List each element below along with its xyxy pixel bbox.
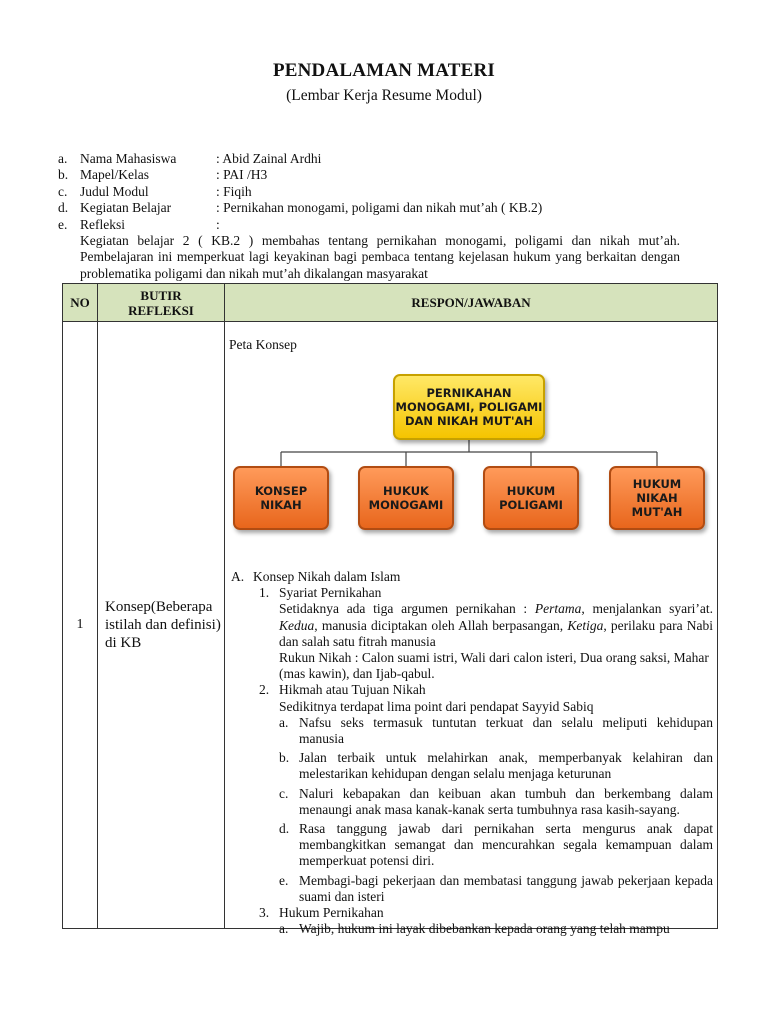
text-run: , manusia diciptakan oleh Allah berpasangan, xyxy=(314,617,568,633)
page-subtitle: (Lembar Kerja Resume Modul) xyxy=(286,87,482,104)
student-info xyxy=(58,151,688,233)
list-marker: c. xyxy=(279,785,289,801)
info-letter: a. xyxy=(58,151,68,166)
subsection-1-heading xyxy=(231,585,713,601)
list-item xyxy=(231,921,713,937)
list-item xyxy=(231,821,713,870)
info-row-judul xyxy=(58,184,688,200)
header-respon: RESPON/JAWABAN xyxy=(411,295,531,310)
subsection-3-heading xyxy=(231,905,713,921)
rukun-nikah-paragraph: Rukun Nikah : Calon suami istri, Wali dari calon isteri, Dua orang saksi, Mahar (mas kawin), dan Ijab-qabul. xyxy=(279,650,709,682)
list-item-text: Naluri kebapakan dan keibuan akan tumbuh dan berkembang dalam menaungi anak masa kanak-kanak serta tumbuhnya rasa kasih-sayang. xyxy=(299,785,713,817)
section-a-heading xyxy=(231,569,713,585)
info-letter: b. xyxy=(58,167,69,183)
info-row-kegiatan xyxy=(58,200,688,216)
text-run: , perilaku para Nabi dan salah satu fitrah manusia xyxy=(279,617,713,649)
list-item-text: Wajib, hukum ini layak dibebankan kepada orang yang telah mampu xyxy=(299,921,670,937)
info-letter: c. xyxy=(58,183,68,199)
row-number: 1 xyxy=(76,616,84,632)
list-item xyxy=(231,786,713,818)
list-item xyxy=(231,873,713,905)
info-row-refleksi xyxy=(58,217,688,233)
list-item-text: Membagi-bagi pekerjaan dan membatasi tanggung jawab pekerjaan kepada suami dan isteri xyxy=(299,872,713,904)
emphasis-kedua: Kedua xyxy=(279,617,315,633)
list-marker: a. xyxy=(279,921,289,937)
hikmah-intro: Sedikitnya terdapat lima point dari pendapat Sayyid Sabiq xyxy=(279,698,594,714)
list-item-text: Jalan terbaik untuk melahirkan anak, memperbanyak kelahiran dan melestarikan kehidupan dengan selalu menjaga keturunan xyxy=(299,750,713,782)
concept-node-konsep-nikah: KONSEP NIKAH xyxy=(233,466,329,530)
emphasis-ketiga: Ketiga xyxy=(567,617,604,633)
info-label: Refleksi xyxy=(80,216,125,232)
list-marker: b. xyxy=(279,750,290,766)
subsection-title: Syariat Pernikahan xyxy=(279,585,382,601)
response-cell xyxy=(225,321,717,937)
emphasis-pertama: Pertama xyxy=(534,601,582,617)
info-row-nama xyxy=(58,151,688,167)
info-label: Kegiatan Belajar xyxy=(80,200,172,216)
text-run: , menjalankan syari’at. xyxy=(581,601,713,617)
info-value: : Fiqih xyxy=(216,183,252,199)
butir-refleksi-cell: Konsep(Beberapa istilah dan definisi) di KB xyxy=(105,598,221,651)
reflection-table xyxy=(62,283,718,937)
concept-node-hukum-poligami: HUKUM POLIGAMI xyxy=(483,466,579,530)
list-item xyxy=(231,750,713,782)
list-marker: A. xyxy=(231,569,245,584)
list-marker: 3. xyxy=(259,905,270,921)
text-run: Setidaknya ada tiga argumen pernikahan : xyxy=(279,601,535,617)
list-item-text: Nafsu seks termasuk tuntutan terkuat dan selalu meliputi kehidupan manusia xyxy=(299,714,713,747)
header-no: NO xyxy=(70,295,90,310)
info-row-mapel xyxy=(58,167,688,183)
info-label: Judul Modul xyxy=(80,183,149,199)
subsection-title: Hukum Pernikahan xyxy=(279,905,384,921)
list-marker: e. xyxy=(279,872,289,888)
list-marker: 1. xyxy=(259,585,270,601)
info-label: Nama Mahasiswa xyxy=(80,151,177,166)
list-item xyxy=(231,715,713,747)
subsection-2-heading xyxy=(231,682,713,698)
section-title: Konsep Nikah dalam Islam xyxy=(253,569,401,584)
info-value: : Abid Zainal Ardhi xyxy=(216,151,322,166)
info-letter: d. xyxy=(58,200,69,216)
list-marker: 2. xyxy=(259,682,270,698)
syariat-paragraph xyxy=(231,601,713,650)
info-value: : Pernikahan monogami, poligami dan nikah mut’ah ( KB.2) xyxy=(216,200,543,216)
info-value: : xyxy=(216,216,220,232)
header-butir: BUTIR REFLEKSI xyxy=(128,287,194,318)
concept-node-hukuk-monogami: HUKUK MONOGAMI xyxy=(358,466,454,530)
refleksi-paragraph: Kegiatan belajar 2 ( KB.2 ) membahas tentang pernikahan monogami, poligami dan nikah mut’ah. Pembelajaran ini memperkuat lagi keyakinan bagi pembaca tentang kejelasan hukum yang berkaitan dengan problematika poligami dan nikah mut’ah dikalangan masyarakat xyxy=(80,233,680,281)
list-marker: a. xyxy=(279,714,289,730)
concept-map-main-node: PERNIKAHAN MONOGAMI, POLIGAMI DAN NIKAH MUT'AH xyxy=(393,374,545,440)
info-label: Mapel/Kelas xyxy=(80,167,149,183)
list-marker: d. xyxy=(279,821,290,837)
response-content xyxy=(231,569,713,937)
page-title: PENDALAMAN MATERI xyxy=(272,60,496,81)
info-letter: e. xyxy=(58,216,68,232)
info-value: : PAI /H3 xyxy=(216,167,268,183)
peta-konsep-label: Peta Konsep xyxy=(229,337,297,352)
concept-node-hukum-nikah-mutah: HUKUM NIKAH MUT'AH xyxy=(609,466,705,530)
list-item-text: Rasa tanggung jawab dari pernikahan serta mengurus anak dapat membangkitkan semangat dan mencurahkan segala kemampuan dalam memperkuat potensi diri. xyxy=(299,821,713,869)
subsection-title: Hikmah atau Tujuan Nikah xyxy=(279,682,426,698)
